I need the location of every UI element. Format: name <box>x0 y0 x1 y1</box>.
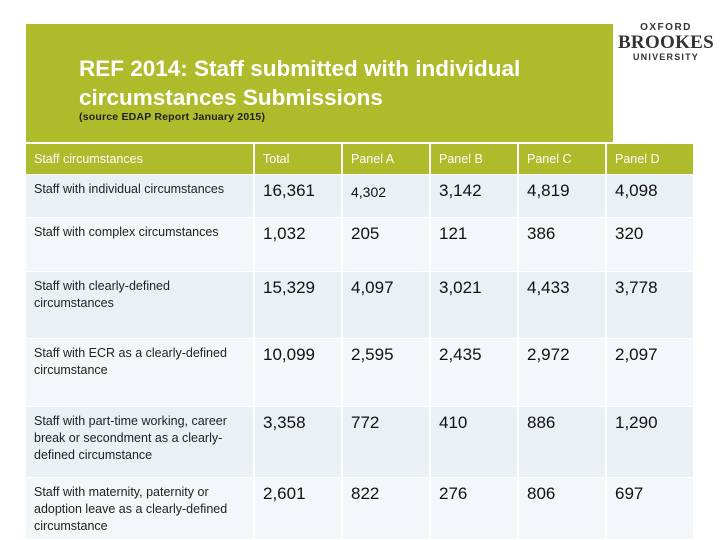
cell-panel-b: 121 <box>430 217 518 271</box>
cell-panel-b: 410 <box>430 406 518 477</box>
logo-line-1: OXFORD <box>640 22 692 33</box>
cell-panel-b: 276 <box>430 477 518 539</box>
cell-panel-c: 4,433 <box>518 271 606 338</box>
cell-panel-d: 3,778 <box>606 271 694 338</box>
cell-panel-b: 3,021 <box>430 271 518 338</box>
cell-panel-c: 4,819 <box>518 174 606 217</box>
cell-panel-a: 4,097 <box>342 271 430 338</box>
cell-total: 15,329 <box>254 271 342 338</box>
cell-total: 10,099 <box>254 338 342 406</box>
cell-total: 16,361 <box>254 174 342 217</box>
cell-panel-d: 697 <box>606 477 694 539</box>
cell-panel-c: 2,972 <box>518 338 606 406</box>
cell-panel-a: 772 <box>342 406 430 477</box>
page-title: REF 2014: Staff submitted with individual circumstances Submissions <box>79 56 521 110</box>
cell-total: 3,358 <box>254 406 342 477</box>
logo-line-2: BROOKES <box>617 32 715 53</box>
cell-panel-c: 806 <box>518 477 606 539</box>
table-row <box>26 338 694 406</box>
table-row <box>26 174 694 217</box>
row-label: Staff with complex circumstances <box>26 217 254 271</box>
column-header: Panel D <box>606 144 694 174</box>
cell-total: 2,601 <box>254 477 342 539</box>
table-row <box>26 217 694 271</box>
staff-circumstances-table <box>26 144 695 539</box>
column-header: Staff circumstances <box>26 144 254 174</box>
cell-total: 1,032 <box>254 217 342 271</box>
cell-panel-c: 886 <box>518 406 606 477</box>
logo-line-3: UNIVERSITY <box>632 52 699 62</box>
table-row <box>26 271 694 338</box>
university-logo <box>616 22 716 62</box>
cell-panel-b: 2,435 <box>430 338 518 406</box>
row-label: Staff with part-time working, career break or secondment as a clearly-defined circumstance <box>26 406 254 477</box>
cell-panel-a: 4,302 <box>342 174 430 217</box>
cell-panel-d: 320 <box>606 217 694 271</box>
cell-panel-d: 2,097 <box>606 338 694 406</box>
row-label: Staff with individual circumstances <box>26 174 254 217</box>
column-header: Panel A <box>342 144 430 174</box>
table-row <box>26 406 694 477</box>
row-label: Staff with clearly-defined circumstances <box>26 271 254 338</box>
cell-panel-b: 3,142 <box>430 174 518 217</box>
table-header-row <box>26 144 694 174</box>
table-row <box>26 477 694 539</box>
source-note: (source EDAP Report January 2015) <box>79 111 266 123</box>
row-label: Staff with maternity, paternity or adoption leave as a clearly-defined circumstance <box>26 477 254 539</box>
cell-panel-d: 4,098 <box>606 174 694 217</box>
cell-panel-d: 1,290 <box>606 406 694 477</box>
cell-panel-a: 822 <box>342 477 430 539</box>
cell-panel-a: 2,595 <box>342 338 430 406</box>
cell-panel-a: 205 <box>342 217 430 271</box>
column-header: Total <box>254 144 342 174</box>
row-label: Staff with ECR as a clearly-defined circumstance <box>26 338 254 406</box>
column-header: Panel C <box>518 144 606 174</box>
column-header: Panel B <box>430 144 518 174</box>
cell-panel-c: 386 <box>518 217 606 271</box>
